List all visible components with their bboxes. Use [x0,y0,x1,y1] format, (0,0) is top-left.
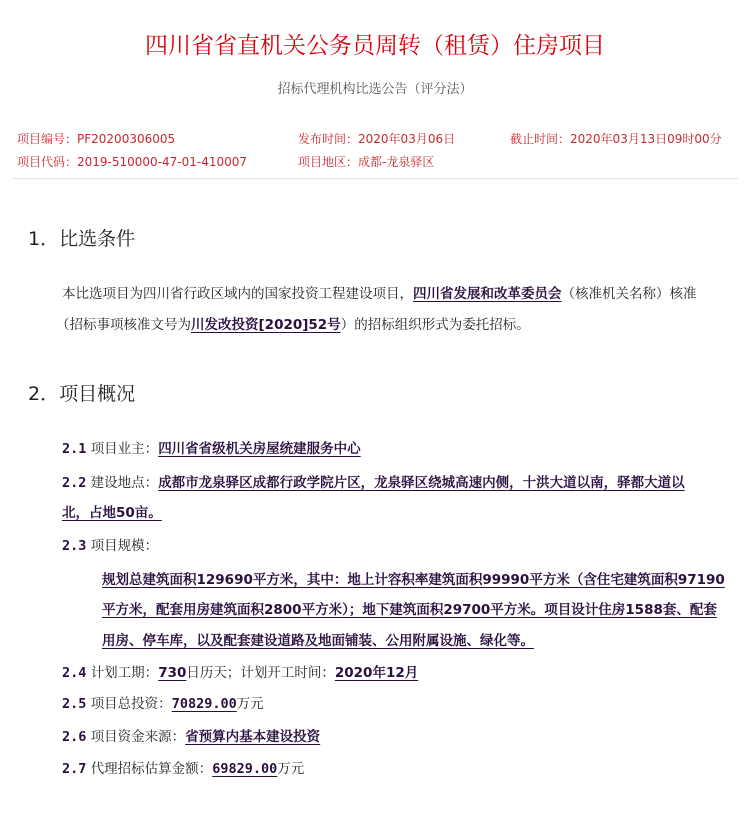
label: 项目资金来源： [90,729,186,745]
approval-authority: 四川省发展和改革委员会 [413,286,562,302]
text: ）的招标组织形式为委托招标。 [340,317,530,333]
value: 2020年03月13日09时00分 [570,132,722,146]
label: 项目地区： [298,155,359,169]
paragraph-line [56,313,530,333]
item-scale [62,534,158,554]
item-number: 2.1 [62,441,87,457]
item-schedule [62,661,418,681]
label: 项目代码： [17,155,78,169]
project-region [298,153,434,170]
value: PF20200306005 [77,132,176,146]
item-location-cont [62,501,162,521]
item-funding [62,725,320,745]
item-number: 2.5 [62,696,87,712]
label: 项目业主： [90,441,159,457]
item-number: 2.6 [62,729,87,745]
paragraph-line [62,282,697,302]
value: 省预算内基本建设投资 [185,729,321,745]
scale-line [102,568,725,588]
value: 成都市龙泉驿区成都行政学院片区，龙泉驿区绕城高速内侧，十洪大道以南，驿都大道以 [158,475,685,491]
item-number: 2.2 [62,475,87,491]
value: 四川省省级机关房屋统建服务中心 [158,441,361,457]
label: 建设地点： [90,475,159,491]
value: 730 [158,665,187,681]
deadline [510,130,722,147]
item-investment [62,692,264,712]
value: 规划总建筑面积129690平方米，其中：地上计容积率建筑面积99990平方米（含住宅建筑面积97190 [102,572,725,588]
label: 截止时间： [510,132,571,146]
item-location [62,471,685,491]
label: 项目规模： [90,538,159,554]
approval-document-number: 川发改投资[2020]52号 [191,317,341,333]
unit: 万元 [236,696,264,712]
label: 项目总投资： [90,696,172,712]
value: 69829.00 [212,761,278,777]
divider [12,178,738,179]
label: 发布时间： [298,132,359,146]
section-heading: 2．项目概况 [28,383,136,405]
scale-line [102,598,717,618]
label: 代理招标估算金额： [90,761,213,777]
text: （核准机关名称）核准 [561,286,697,302]
value: 70829.00 [171,696,237,712]
project-number [17,130,175,147]
project-code [17,153,247,170]
value: 2020年03月06日 [358,132,456,146]
item-number: 2.7 [62,761,87,777]
item-number: 2.4 [62,665,87,681]
label: 项目编号： [17,132,78,146]
unit: 万元 [277,761,305,777]
text: （招标事项核准文号为 [56,317,191,333]
item-agency-estimate [62,757,304,777]
item-owner [62,437,361,457]
section-heading: 1．比选条件 [28,228,136,250]
page-title: 四川省省直机关公务员周转（租赁）住房项目 [145,33,605,59]
value: 用房、停车库，以及配套建设道路及地面铺装、公用附属设施、绿化等。 [102,633,534,649]
value: 2019-510000-47-01-410007 [77,155,248,169]
publish-time [298,130,455,147]
value: 平方米，配套用房建筑面积2800平方米）；地下建筑面积29700平方米。项目设计住房1588套、配套 [102,602,717,618]
text: 本比选项目为四川省行政区域内的国家投资工程建设项目， [62,286,413,302]
value: 北，占地50亩。 [62,505,162,521]
item-number: 2.3 [62,538,87,554]
label: 计划工期： [90,665,159,681]
value: 成都-龙泉驿区 [358,155,435,169]
text: 日历天；计划开工时间： [186,665,335,681]
scale-line [102,629,534,649]
page-subtitle: 招标代理机构比选公告（评分法） [277,82,473,97]
start-date: 2020年12月 [334,665,419,681]
